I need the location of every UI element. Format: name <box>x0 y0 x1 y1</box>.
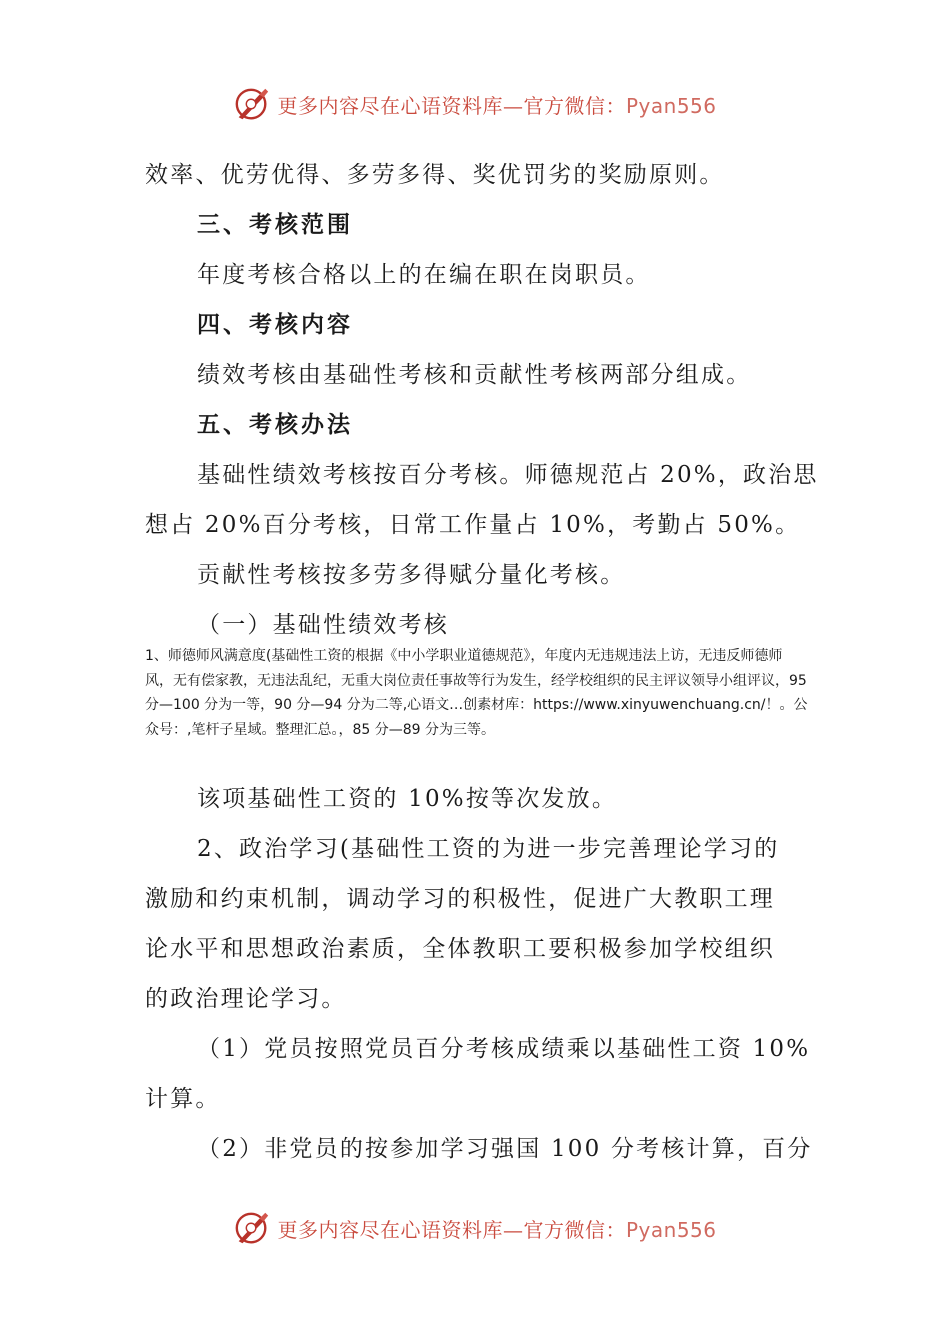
paragraph-line: 绩效考核由基础性考核和贡献性考核两部分组成。 <box>197 362 752 388</box>
banner-wechat-id: Pyan556 <box>625 1217 717 1242</box>
banner-text <box>277 1214 716 1243</box>
paragraph-line: 想占 20%百分考核，日常工作量占 10%，考勤占 50%。 <box>145 512 801 538</box>
paragraph-line: 计算。 <box>145 1086 221 1112</box>
paragraph-line: 效率、优劳优得、多劳多得、奖优罚劣的奖励原则。 <box>145 162 725 188</box>
paragraph-line: 该项基础性工资的 10%按等次发放。 <box>197 786 618 812</box>
banner-text-cn: 更多内容尽在心语资料库—官方微信： <box>277 93 626 118</box>
pen-logo-icon <box>233 1209 271 1247</box>
paragraph-line: 的政治理论学习。 <box>145 986 347 1012</box>
paragraph-line: 论水平和思想政治素质，全体教职工要积极参加学校组织 <box>145 936 775 962</box>
paragraph-line: （1）党员按照党员百分考核成绩乘以基础性工资 10% <box>197 1036 811 1062</box>
section-heading-content: 四、考核内容 <box>197 311 353 338</box>
paragraph-line: 激励和约束机制，调动学习的积极性，促进广大教职工理 <box>145 886 775 912</box>
small-print-paragraph: 1、师德师风满意度(基础性工资的根据《中小学职业道德规范》，年度内无违规违法上访，无违反师德师风，无有偿家教，无违法乱纪，无重大岗位责任事故等行为发生，经学校组织的民主评议领导小组评议，95 分—100 分为一等，90 分—94 分为二等,心语文…创素材库：https://www.xinyuwenchuang.cn/！。公众号：,笔杆子星域。整理汇总。，85 分—89 分为三等。 <box>145 648 808 738</box>
header-banner <box>0 82 950 126</box>
paragraph-line: 基础性绩效考核按百分考核。师德规范占 20%，政治思 <box>197 462 819 488</box>
footer-banner <box>0 1206 950 1250</box>
subsection-heading: （一）基础性绩效考核 <box>197 612 449 638</box>
section-heading-method: 五、考核办法 <box>197 411 353 438</box>
paragraph-line: 2、政治学习(基础性工资的为进一步完善理论学习的 <box>197 836 780 862</box>
banner-text <box>277 90 716 119</box>
paragraph-line: 贡献性考核按多劳多得赋分量化考核。 <box>197 562 626 588</box>
banner-wechat-id: Pyan556 <box>625 93 717 118</box>
section-heading-scope: 三、考核范围 <box>197 211 353 238</box>
banner-text-cn: 更多内容尽在心语资料库—官方微信： <box>277 1217 626 1242</box>
paragraph-line: 年度考核合格以上的在编在职在岗职员。 <box>197 262 651 288</box>
paragraph-line: （2）非党员的按参加学习强国 100 分考核计算，百分 <box>197 1136 813 1162</box>
pen-logo-icon <box>233 85 271 123</box>
